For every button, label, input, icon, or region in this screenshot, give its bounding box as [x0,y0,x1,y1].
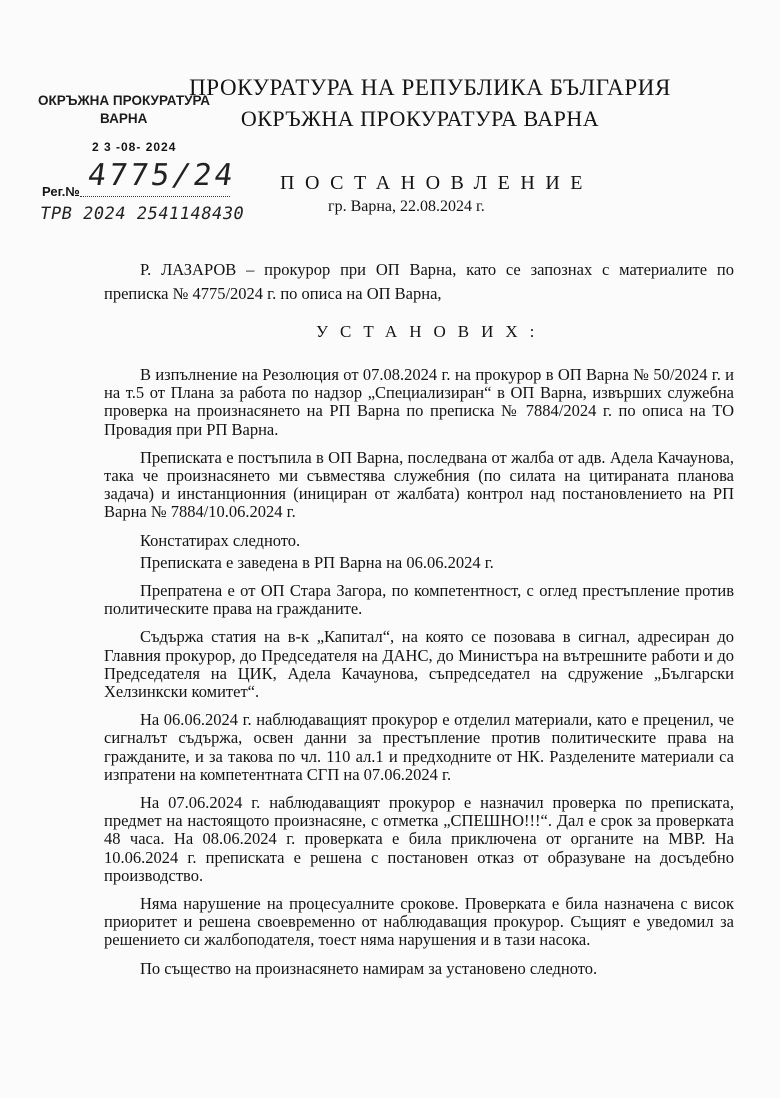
document-body [104,366,734,982]
document-title: ПОСТАНОВЛЕНИЕ [280,172,593,194]
established-heading: УСТАНОВИХ: [316,322,547,341]
handwritten-reg-number: 4775/24 [85,158,238,193]
reg-underline [80,196,230,197]
body-paragraph: На 06.06.2024 г. наблюдаващият прокурор е отделил материали, като е преценил, че сигналът съдържа, освен данни за престъпление против политическите права на гражданите, и за такова по чл. 110 ал.1 и предходните от НК. Разделените материали са изпратени на компетентната СГП на 07.06.2024 г. [104,710,734,784]
stamp-org: ОКРЪЖНА ПРОКУРАТУРА [38,93,211,108]
body-paragraph: Констатирах следното. [140,530,301,550]
body-paragraph: Преписката е заведена в РП Варна на 06.06.2024 г. [140,552,494,572]
body-paragraph: По същество на произнасянето намирам за установено следното. [140,958,598,978]
registration-stamp [38,92,228,128]
body-paragraph: На 07.06.2024 г. наблюдаващият прокурор е назначил проверка по преписката, предмет на настоящото произнасяне, с отметка „СПЕШНО!!!“. Дал е срок за проверката 48 часа. На 08.06.2024 г. проверката е била приключена от органите на МВР. На 10.06.2024 г. преписката е решена с постановен отказ от образуване на досъдебно производство. [104,793,734,885]
body-paragraph: Препратена е от ОП Стара Загора, по компетентност, с оглед престъпление против политическите права на гражданите. [104,581,734,619]
body-paragraph: Съдържа статия на в-к „Капитал“, на която се позовава в сигнал, адресиран до Главния прокурор, до Председателя на ДАНС, до Министъра на вътрешните работи и до Председателя на ЦИК, Адела Качаунова, съпредседател на сдружение „Български Хелзинкски комитет“. [104,627,734,702]
body-paragraph: В изпълнение на Резолюция от 07.08.2024 г. на прокурор в ОП Варна № 50/2024 г. и на т.5 от Плана за работа по надзор „Специализиран“ в ОП Варна, извърших служебна проверка на произнасянето на РП Варна по преписка № 7884/2024 г. по описа на ТО Провадия при РП Варна. [104,365,734,439]
body-paragraph: Няма нарушение на процесуалните срокове. Проверката е била назначена с висок приоритет и решена своевременно от наблюдаващия прокурор. Същият е уведомил за решението си жалбоподателя, тоест няма нарушения и в тази насока. [104,894,734,950]
intro-paragraph: Р. ЛАЗАРОВ – прокурор при ОП Варна, като се запознах с материалите по преписка № 4775/2024 г. по описа на ОП Варна, [104,260,734,303]
institution-heading: ПРОКУРАТУРА НА РЕПУБЛИКА БЪЛГАРИЯ [189,75,671,100]
office-heading: ОКРЪЖНА ПРОКУРАТУРА ВАРНА [240,106,600,131]
handwritten-reg-code: ТРВ 2024 2541148430 [38,204,246,224]
stamp-date: 2 3 -08- 2024 [92,140,177,154]
place-date: гр. Варна, 22.08.2024 г. [328,198,485,215]
stamp-city: ВАРНА [100,111,148,126]
body-paragraph: Преписката е постъпила в ОП Варна, последвана от жалба от адв. Адела Качаунова, така че произнасянето ми съвместява служебния (по силата на цитираната планова задача) и инстанционния (инициран от жалбата) контрол над постановлението на РП Варна № 7884/10.06.2024 г. [104,447,734,522]
reg-label: Рег.№ [42,184,80,199]
